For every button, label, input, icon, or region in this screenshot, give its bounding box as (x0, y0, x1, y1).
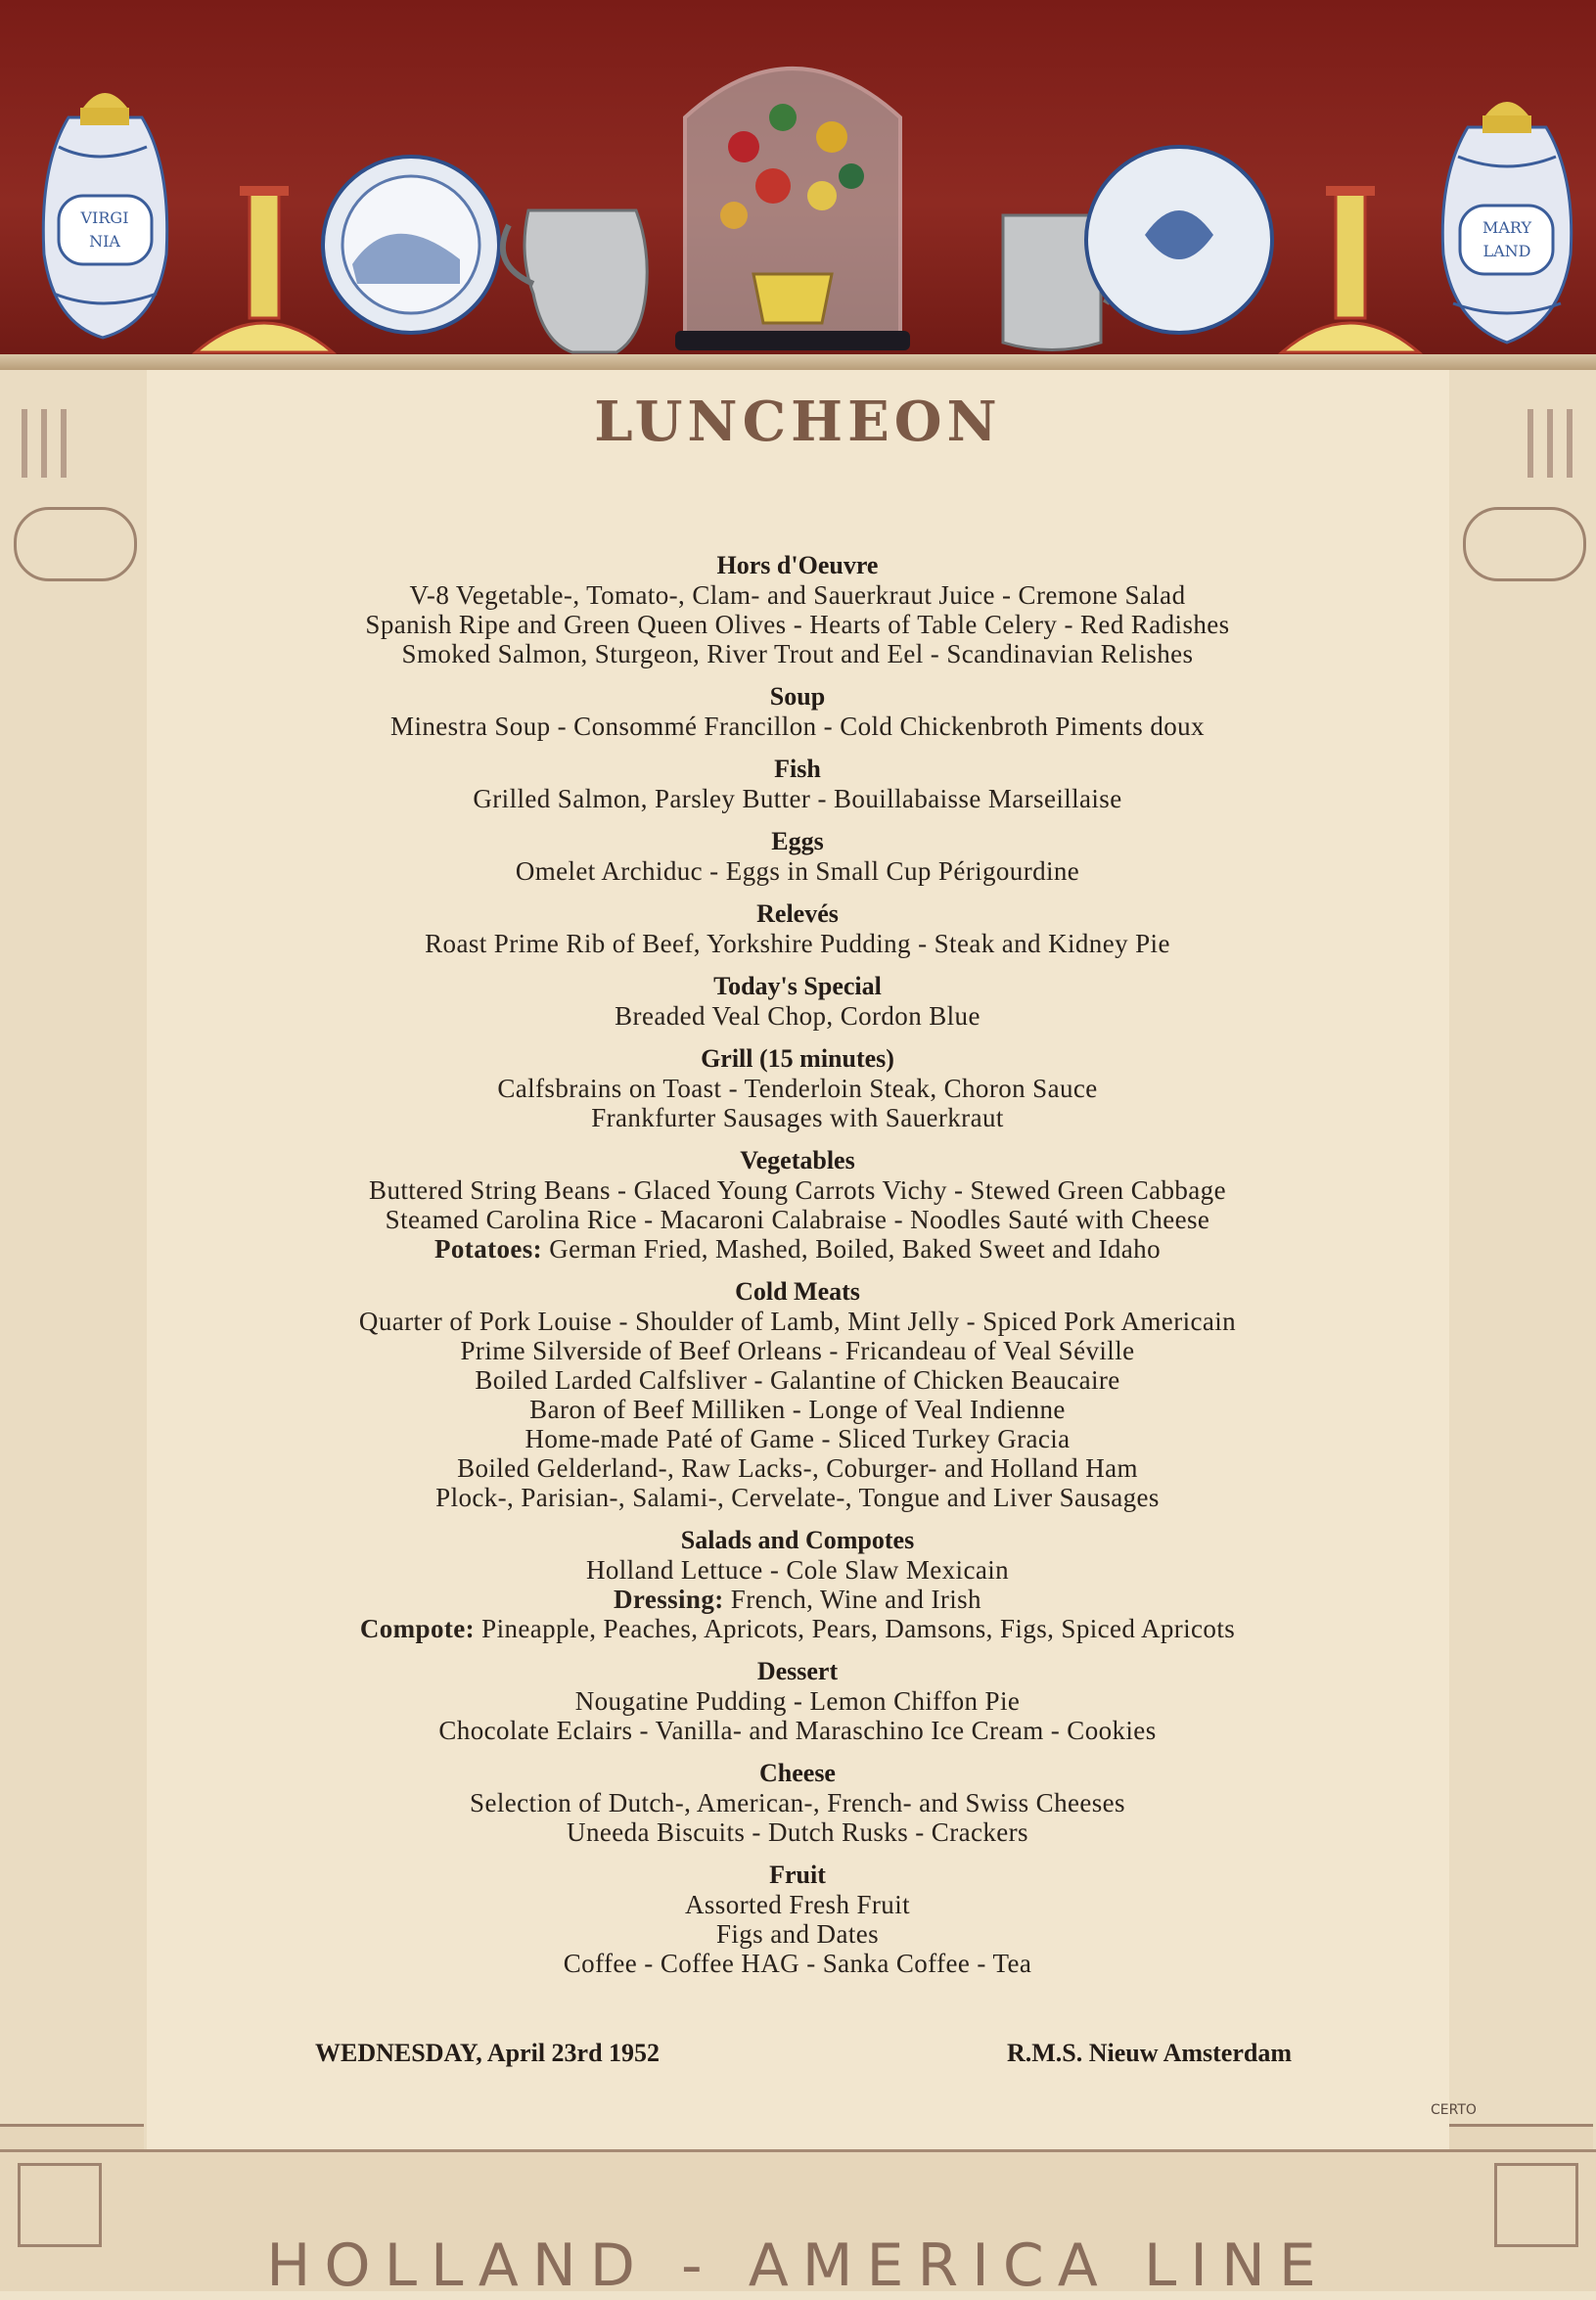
menu-line: Baron of Beef Milliken - Longe of Veal Indienne (529, 1395, 1066, 1424)
section-title: Eggs (771, 827, 824, 855)
ship-name: R.M.S. Nieuw Amsterdam (1006, 2039, 1292, 2067)
candlestick-right (1282, 186, 1419, 352)
artist-signature: CERTO (1431, 2102, 1477, 2118)
corner-ornament-left (18, 2163, 102, 2247)
section-title: Fish (774, 755, 821, 783)
menu-line: Figs and Dates (715, 1919, 880, 1949)
section-title: Cheese (759, 1759, 836, 1787)
menu-line: Prime Silverside of Beef Orleans - Fricandeau of Veal Séville (460, 1336, 1135, 1365)
corner-ornament-right (1494, 2163, 1578, 2247)
menu-line-compote (274, 1614, 1321, 1643)
section-title: Today's Special (713, 972, 882, 1000)
column-capital (1463, 507, 1586, 581)
menu-line: Smoked Salmon, Sturgeon, River Trout and Eel - Scandinavian Relishes (401, 639, 1194, 668)
menu-line: Steamed Carolina Rice - Macaroni Calabraise - Noodles Sauté with Cheese (385, 1205, 1210, 1234)
vase-left (43, 93, 166, 338)
menu-line: V-8 Vegetable-, Tomato-, Clam- and Sauerkraut Juice - Cremone Salad (409, 580, 1186, 610)
section-title: Hors d'Oeuvre (716, 551, 879, 579)
menu-line: Home-made Paté of Game - Sliced Turkey Gracia (524, 1424, 1071, 1453)
menu-line: Buttered String Beans - Glaced Young Carrots Vichy - Stewed Green Cabbage (369, 1175, 1226, 1205)
vase-right (1442, 102, 1571, 343)
menu-line: Minestra Soup - Consommé Francillon - Cold Chickenbroth Piments doux (390, 712, 1205, 741)
section-fish (274, 755, 1321, 813)
menu-line: Calfsbrains on Toast - Tenderloin Steak, Choron Sauce (497, 1074, 1098, 1103)
menu-line: Grilled Salmon, Parsley Butter - Bouillabaisse Marseillaise (473, 784, 1122, 813)
section-title: Relevés (756, 899, 839, 928)
section-eggs (274, 827, 1321, 886)
compote-label: Compote: (359, 1614, 476, 1643)
menu-date: WEDNESDAY, April 23rd 1952 (315, 2039, 661, 2067)
glass-dome (675, 69, 910, 350)
menu-line: Boiled Gelderland-, Raw Lacks-, Coburger- and Holland Ham (457, 1453, 1138, 1483)
candlestick-left (196, 186, 333, 352)
menu-line-potatoes (274, 1234, 1321, 1264)
right-column (1446, 370, 1596, 2288)
menu-line: Spanish Ripe and Green Queen Olives - Hearts of Table Celery - Red Radishes (365, 610, 1230, 639)
section-todays-special (274, 972, 1321, 1031)
vase-right-label-2: LAND (1482, 242, 1531, 260)
section-salads-compotes (274, 1526, 1321, 1643)
menu-line: Selection of Dutch-, American-, French- and Swiss Cheeses (470, 1788, 1125, 1817)
potatoes-label: Potatoes: (434, 1234, 543, 1264)
menu-line: Chocolate Eclairs - Vanilla- and Maraschino Ice Cream - Cookies (438, 1716, 1157, 1745)
vase-left-label-1: VIRGI (80, 208, 129, 227)
section-hors-doeuvre (274, 551, 1321, 668)
section-title: Fruit (769, 1861, 826, 1889)
menu-line: Roast Prime Rib of Beef, Yorkshire Pudding - Steak and Kidney Pie (425, 929, 1170, 958)
menu-line: Frankfurter Sausages with Sauerkraut (591, 1103, 1004, 1132)
dressing-label: Dressing: (614, 1585, 724, 1614)
menu-line: Holland Lettuce - Cole Slaw Mexicain (585, 1555, 1010, 1585)
vase-right-label-1: MARY (1482, 218, 1532, 237)
section-title: Dessert (756, 1657, 839, 1685)
menu-line: Nougatine Pudding - Lemon Chiffon Pie (574, 1686, 1021, 1716)
menu-line: Plock-, Parisian-, Salami-, Cervelate-, Tongue and Liver Sausages (435, 1483, 1160, 1512)
company-banner: HOLLAND - AMERICA LINE (266, 2231, 1330, 2300)
section-soup (274, 682, 1321, 741)
section-fruit (274, 1861, 1321, 1978)
section-title: Soup (769, 682, 826, 711)
menu-line: Coffee - Coffee HAG - Sanka Coffee - Tea (563, 1949, 1032, 1978)
menu-line: Assorted Fresh Fruit (685, 1890, 910, 1919)
dressing-text: French, Wine and Irish (723, 1585, 981, 1614)
vase-left-label-2: NIA (89, 232, 120, 251)
section-cold-meats (274, 1277, 1321, 1512)
menu-line: Breaded Veal Chop, Cordon Blue (615, 1001, 980, 1031)
section-releves (274, 899, 1321, 958)
menu-line: Omelet Archiduc - Eggs in Small Cup Périgourdine (515, 856, 1080, 886)
section-title: Salads and Compotes (680, 1526, 915, 1554)
menu-line-dressing (274, 1585, 1321, 1614)
menu-title: LUNCHEON (594, 390, 1002, 454)
plate-right (1086, 147, 1272, 333)
header-illustration (0, 0, 1596, 370)
menu-line: Boiled Larded Calfsliver - Galantine of Chicken Beaucaire (475, 1365, 1120, 1395)
shelf (0, 354, 1596, 370)
potatoes-text: German Fried, Mashed, Boiled, Baked Sweet and Idaho (542, 1234, 1161, 1264)
menu-line: Quarter of Pork Louise - Shoulder of Lamb, Mint Jelly - Spiced Pork Americain (358, 1307, 1237, 1336)
column-capital (14, 507, 137, 581)
left-column (0, 370, 150, 2288)
section-title: Grill (15 minutes) (701, 1044, 894, 1073)
plate-left (323, 157, 499, 333)
section-title: Cold Meats (735, 1277, 860, 1306)
jug-left (503, 210, 647, 352)
section-cheese (274, 1759, 1321, 1847)
section-title: Vegetables (740, 1146, 855, 1174)
section-vegetables (274, 1146, 1321, 1264)
footer-row (315, 2039, 1292, 2072)
section-grill (274, 1044, 1321, 1132)
shelf-artwork (0, 0, 1596, 370)
menu-line: Uneeda Biscuits - Dutch Rusks - Crackers (567, 1817, 1028, 1847)
compote-text: Pineapple, Peaches, Apricots, Pears, Damsons, Figs, Spiced Apricots (475, 1614, 1236, 1643)
section-dessert (274, 1657, 1321, 1745)
menu-body (274, 551, 1321, 1992)
